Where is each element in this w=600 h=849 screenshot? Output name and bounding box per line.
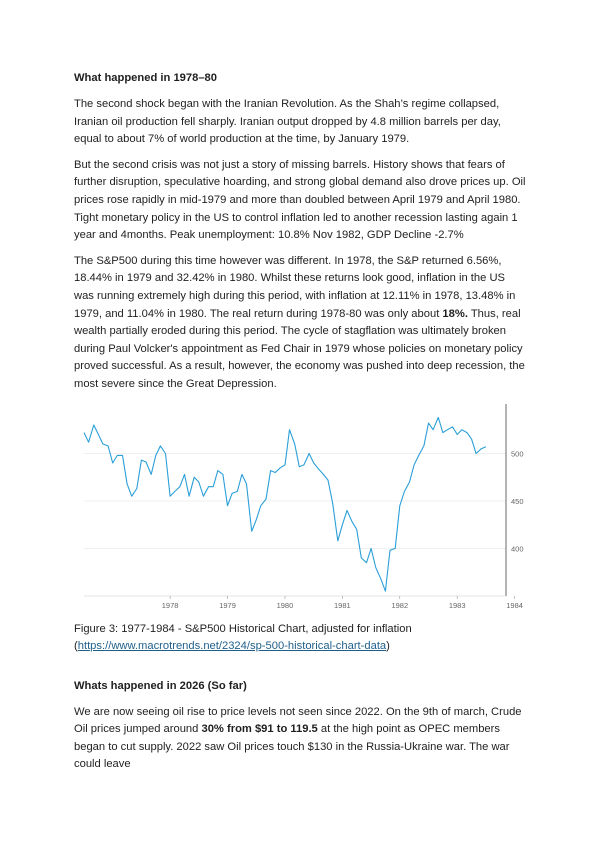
section-heading-1978-80: What happened in 1978–80 bbox=[74, 72, 217, 84]
chart-y-ticks bbox=[511, 449, 524, 553]
x-tick-label: 1984 bbox=[506, 600, 523, 610]
paragraph-oil-text-b: at the high point as OPEC members began to cut supply. 2022 saw Oil prices touch $130 in the Russia-Ukraine war. The war could leave bbox=[74, 723, 510, 771]
chart-grid bbox=[84, 453, 506, 548]
paragraph-sp500-returns bbox=[74, 253, 526, 394]
paragraph-sp500-text-a: The S&P500 during this time however was different. In 1978, the S&P returned 6.56%, 18.44% in 1979 and 32.42% in 1980. Whilst these returns look good, inflation in the US was running extremely high during this period, with inflation at 12.11% in 1978, 13.48% in 1979, and 11.04% in 1980. The real return during 1978-80 was only about bbox=[74, 254, 516, 320]
oil-price-jump: 30% from $91 to 119.5 bbox=[201, 723, 318, 736]
y-tick-label: 400 bbox=[511, 543, 524, 553]
figure-caption bbox=[74, 621, 526, 656]
x-tick-label: 1981 bbox=[334, 600, 351, 610]
paragraph-oil-2026 bbox=[74, 704, 526, 774]
sp500-series-line bbox=[84, 417, 486, 591]
section-spacer bbox=[74, 656, 526, 678]
y-tick-label: 450 bbox=[511, 496, 524, 506]
x-tick-label: 1980 bbox=[276, 600, 294, 610]
caption-paren-open: ( bbox=[74, 640, 78, 653]
x-tick-label: 1982 bbox=[391, 600, 409, 610]
x-tick-label: 1978 bbox=[161, 600, 179, 610]
sp500-chart-svg bbox=[74, 402, 526, 617]
x-tick-label: 1979 bbox=[219, 600, 236, 610]
chart-x-ticks bbox=[162, 596, 523, 610]
x-tick-label: 1983 bbox=[448, 600, 466, 610]
real-return-value: 18%. bbox=[442, 307, 468, 320]
paragraph-iranian-revolution: The second shock began with the Iranian Revolution. As the Shah’s regime collapsed, Iranian oil production fell sharply. Iranian output dropped by 4.8 million barrels per day, equal to about 7% of world production at the time, by January 1979. bbox=[74, 98, 501, 146]
source-link[interactable]: https://www.macrotrends.net/2324/sp-500-historical-chart-data bbox=[77, 640, 387, 653]
caption-paren-close: ) bbox=[386, 640, 390, 653]
paragraph-second-crisis: But the second crisis was not just a story of missing barrels. History shows that fears of further disruption, speculative hoarding, and strong global demand also drove prices up. Oil prices rose rapidly in mid-1979 and more than doubled between April 1979 and April 1980. Tight monetary policy in the US to control inflation led to another recession lasting again 1 year and 4months. Peak unemployment: 10.8% Nov 1982, GDP Decline -2.7% bbox=[74, 158, 526, 242]
section-heading-2026: Whats happened in 2026 (So far) bbox=[74, 679, 247, 692]
paragraph-oil-text-a: We are now seeing oil rise to price levels not seen since 2022. On the 9th of march, Crude Oil prices jumped around bbox=[74, 705, 522, 736]
sp500-chart bbox=[74, 402, 526, 617]
paragraph-sp500-text-b: Thus, real wealth partially eroded during this period. The cycle of stagflation was ultimately broken during Paul Volcker's appointment as Fed Chair in 1979 whose policies on monetary policy proved successful. As a result, however, the economy was pushed into deep recession, the most severe since the Great Depression. bbox=[74, 307, 525, 390]
figure-caption-text: Figure 3: 1977-1984 - S&P500 Historical Chart, adjusted for inflation bbox=[74, 622, 412, 635]
y-tick-label: 500 bbox=[511, 448, 524, 458]
document-content bbox=[74, 70, 526, 782]
